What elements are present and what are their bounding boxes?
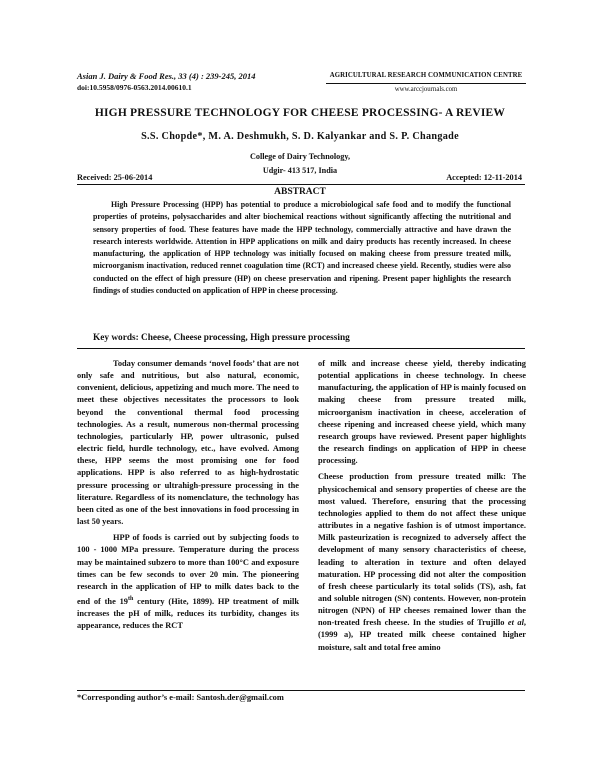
section-text: The physicochemical and sensory properties of cheese are the most valued. Therefore, ensuring that the processing technologies applied to them do not affect these unique attributes in a negative fashion is of utmost importance. Milk pasteurization is recognized to adversely affect the development of many sensory characteristics of cheese, leading to alteration in texture and often delayed maturation. HP processing did not alter the composition of fresh cheese particularly its total solids (TS), ash, fat and soluble nitrogen (SN) contents. However, non-protein nitrogen (NPN) of HP cheeses remained lower than the non-treated fresh cheese. In the studies of Trujillo	[318, 472, 526, 628]
publisher-name: AGRICULTURAL RESEARCH COMMUNICATION CENTRE	[329, 72, 523, 79]
accepted-date: Accepted: 12-11-2014	[446, 173, 522, 182]
publisher-website[interactable]: www.arccjournals.com	[394, 86, 458, 93]
corresponding-author-footnote: *Corresponding author’s e-mail: Santosh.der@gmail.com	[77, 693, 284, 702]
footnote-rule	[77, 690, 525, 691]
paper-title: HIGH PRESSURE TECHNOLOGY FOR CHEESE PROCESSING- A REVIEW	[94, 107, 506, 119]
abstract-text: High Pressure Processing (HPP) has potential to produce a microbiological safe food and to modify the functional properties of proteins, polysaccharides and alter biochemical reactions without significantly affecting the nutritional and sensory properties of food. These features have made the HPP technology, commercially attractive and have drawn the research interests worldwide. Attention in HPP applications on milk and dairy products has recently increased. In cheese manufacturing, the application of HPP technology was initially focused on making cheese from pressure treated milk, microorganism inactivation, reduced rennet coagulation time (RCT) and increased cheese yield. Recently, studies were also conducted on the effect of high pressure (HP) on cheese preservation and ripening. Present paper highlights the research findings of studies conducted on application of HPP in cheese processing.	[93, 200, 511, 296]
affiliation-line-2: Udgir- 413 517, India	[262, 165, 338, 175]
abstract-heading: ABSTRACT	[274, 187, 326, 197]
affiliation-line-1: College of Dairy Technology,	[249, 152, 351, 161]
received-date: Received: 25-06-2014	[77, 173, 153, 182]
journal-citation: Asian J. Dairy & Food Res., 33 (4) : 239-245, 2014	[77, 71, 256, 81]
publisher-header	[326, 70, 526, 96]
et-al: et al	[507, 618, 524, 628]
section-heading: Cheese production from pressure treated milk:	[318, 472, 506, 482]
intro-paragraph-2-text: HPP of foods is carried out by subjecting foods to 100 - 1000 MPa pressure. Temperature during the process may be maintained subzero to more than 100°C and exposure times can be few seconds to over 20 min. The pioneering research in the application of HP to milk dates back to the end of the 19	[77, 533, 299, 606]
superscript-th: th	[128, 595, 134, 602]
keywords-rule	[77, 348, 525, 349]
intro-paragraph-2-cont: century (Hite, 1899). HP treatment of milk increases the pH of milk, reduces its turbidity, changes its appearance, reduces the RCT	[77, 596, 299, 631]
header-rule	[77, 184, 525, 185]
doi[interactable]: doi:10.5958/0976-0563.2014.00610.1	[77, 83, 192, 92]
intro-paragraph-2	[77, 532, 299, 632]
intro-paragraph-3: of milk and increase cheese yield, thereby indicating potential applications in cheese technology. In cheese manufacturing, the application of HP is mainly focused on making cheese from pressure treated milk, microorganism inactivation in cheese, acceleration of cheese ripening and increased cheese yield, which many research groups have reviewed. Present paper highlights the research findings on application of HPP in cheese processing.	[318, 359, 526, 466]
section-text-end: , (1999 a), HP treated milk cheese contained higher moisture, salt and total free amino	[318, 618, 527, 652]
journal-header	[77, 70, 256, 94]
keywords: Key words: Cheese, Cheese processing, High pressure processing	[93, 333, 350, 343]
authors: S.S. Chopde*, M. A. Deshmukh, S. D. Kalyankar and S. P. Changade	[141, 131, 459, 142]
body-column-left	[77, 358, 299, 636]
section-paragraph	[318, 471, 526, 653]
body-column-right	[318, 358, 526, 658]
intro-paragraph-1: Today consumer demands ‘novel foods’ that are not only safe and nutritious, but also natural, economic, convenient, delicious, appetizing and much more. The need to meet these objectives necessitates the processors to look beyond the conventional thermal food processing technologies. As a result, numerous non-thermal processing technologies, particularly HP, power ultrasonic, pulsed electric field, hurdle technology, etc., have evolved. Among these, HPP seems the most promising one for food applications. HPP is also referred to as high-hydrostatic pressure processing or ultrahigh-pressure processing in the literature. Regardless of its nomenclature, the technology has been cited as one of the best innovations in food processing in last 50 years.	[77, 359, 299, 527]
